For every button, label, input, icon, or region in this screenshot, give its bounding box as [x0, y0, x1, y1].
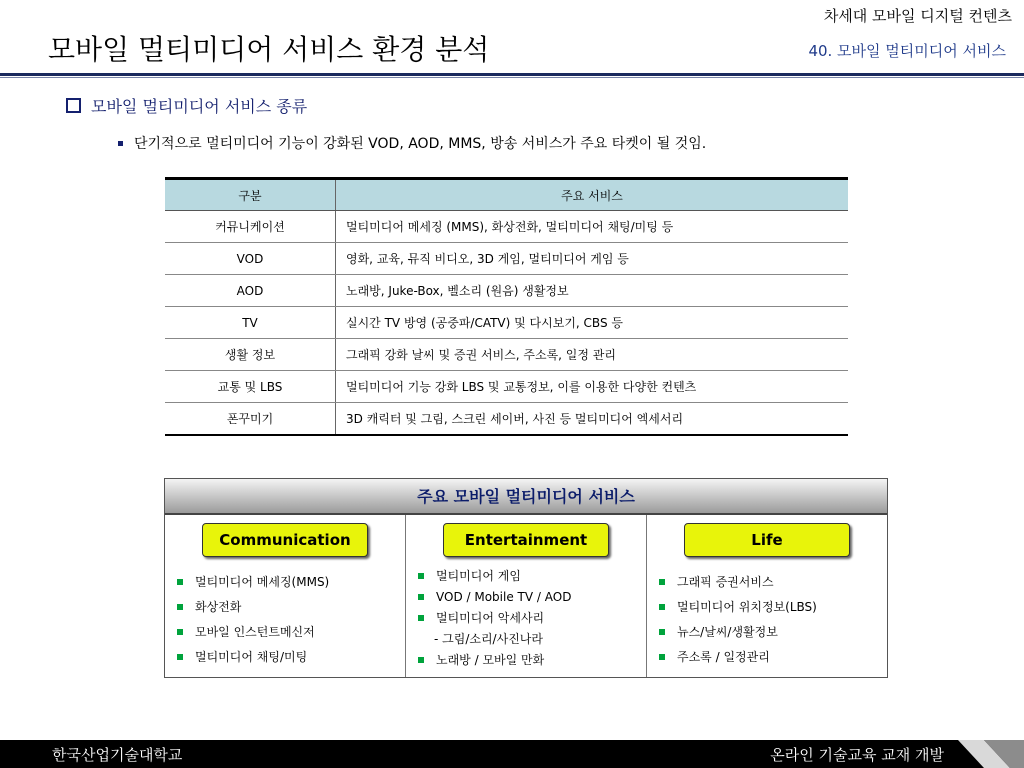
list-item — [418, 565, 571, 586]
list-item — [177, 569, 329, 594]
table-row — [165, 275, 848, 307]
list-item — [177, 594, 329, 619]
panel-title: 주요 모바일 멀티미디어 서비스 — [165, 479, 887, 515]
category-cell: VOD — [165, 243, 336, 275]
list-item-text: 멀티미디어 악세사리 — [436, 611, 545, 625]
communication-list — [177, 569, 329, 669]
green-bullet-icon — [659, 629, 665, 635]
service-categories-panel — [164, 478, 888, 678]
green-bullet-icon — [177, 654, 183, 660]
green-bullet-icon — [177, 629, 183, 635]
life-column — [647, 515, 887, 677]
category-cell: 커뮤니케이션 — [165, 211, 336, 243]
entertainment-label: Entertainment — [443, 523, 609, 557]
column-header-category: 구분 — [165, 179, 336, 211]
green-bullet-icon — [418, 657, 424, 663]
services-cell: 노래방, Juke-Box, 벨소리 (원음) 생활정보 — [336, 275, 849, 307]
table-row — [165, 211, 848, 243]
footer-bar — [0, 740, 1024, 768]
title-rule-thin — [0, 77, 1024, 78]
list-item — [418, 586, 571, 607]
table-row — [165, 371, 848, 403]
list-item-text: 멀티미디어 메세징(MMS) — [195, 575, 330, 589]
green-bullet-icon — [659, 579, 665, 585]
list-item — [177, 619, 329, 644]
list-item-text: 뉴스/날씨/생활정보 — [677, 625, 778, 639]
list-item-text: 멀티미디어 채팅/미팅 — [195, 650, 308, 664]
list-item-text: VOD / Mobile TV / AOD — [436, 589, 572, 604]
footer-stripe-decoration — [944, 740, 1024, 768]
list-item-text: 노래방 / 모바일 만화 — [436, 653, 545, 667]
list-item-text: 주소록 / 일정관리 — [677, 650, 770, 664]
list-item-text: 모바일 인스턴트메신저 — [195, 625, 315, 639]
list-item-text: 멀티미디어 위치정보(LBS) — [677, 600, 817, 614]
communication-label: Communication — [202, 523, 368, 557]
green-bullet-icon — [418, 594, 424, 600]
title-rule-thick — [0, 73, 1024, 76]
entertainment-list — [418, 565, 571, 670]
summary-bullet — [118, 133, 706, 153]
list-item — [177, 644, 329, 669]
list-item-text: 그래픽 증권서비스 — [677, 575, 774, 589]
entertainment-column — [406, 515, 647, 677]
services-cell: 실시간 TV 방영 (공중파/CATV) 및 다시보기, CBS 등 — [336, 307, 849, 339]
services-cell: 멀티미디어 기능 강화 LBS 및 교통정보, 이를 이용한 다양한 컨텐츠 — [336, 371, 849, 403]
table-row — [165, 403, 848, 436]
green-bullet-icon — [659, 654, 665, 660]
list-sub-item — [418, 628, 571, 649]
category-cell: 생활 정보 — [165, 339, 336, 371]
category-cell: 폰꾸미기 — [165, 403, 336, 436]
header-course-name: 차세대 모바일 디지털 컨텐츠 — [823, 7, 1012, 25]
services-cell: 그래픽 강화 날씨 및 증권 서비스, 주소록, 일정 관리 — [336, 339, 849, 371]
section-heading — [66, 94, 307, 117]
services-cell: 영화, 교육, 뮤직 비디오, 3D 게임, 멀티미디어 게임 등 — [336, 243, 849, 275]
services-cell: 3D 캐릭터 및 그림, 스크린 세이버, 사진 등 멀티미디어 엑세서리 — [336, 403, 849, 436]
section-heading-text: 모바일 멀티미디어 서비스 종류 — [91, 97, 308, 116]
list-item — [659, 619, 817, 644]
list-item — [659, 569, 817, 594]
life-list — [659, 569, 817, 669]
table-header-row — [165, 179, 848, 211]
list-item — [418, 607, 571, 628]
services-table — [165, 177, 848, 436]
list-item-text: 화상전화 — [195, 600, 242, 614]
list-item-text: - 그림/소리/사진나라 — [434, 632, 543, 646]
footer-university: 한국산업기술대학교 — [52, 746, 183, 764]
page-subtitle: 40. 모바일 멀티미디어 서비스 — [808, 42, 1006, 60]
category-cell: AOD — [165, 275, 336, 307]
square-bullet-icon — [118, 141, 123, 146]
green-bullet-icon — [177, 579, 183, 585]
table-row — [165, 307, 848, 339]
communication-column — [165, 515, 406, 677]
services-cell: 멀티미디어 메세징 (MMS), 화상전화, 멀티미디어 채팅/미팅 등 — [336, 211, 849, 243]
list-item — [418, 649, 571, 670]
table-row — [165, 243, 848, 275]
list-item-text: 멀티미디어 게임 — [436, 569, 521, 583]
checkbox-bullet-icon — [66, 98, 81, 113]
list-item — [659, 644, 817, 669]
footer-project: 온라인 기술교육 교재 개발 — [770, 746, 944, 764]
green-bullet-icon — [659, 604, 665, 610]
category-cell: TV — [165, 307, 336, 339]
life-label: Life — [684, 523, 850, 557]
category-cell: 교통 및 LBS — [165, 371, 336, 403]
green-bullet-icon — [418, 573, 424, 579]
green-bullet-icon — [177, 604, 183, 610]
list-item — [659, 594, 817, 619]
page-title: 모바일 멀티미디어 서비스 환경 분석 — [48, 33, 490, 66]
green-bullet-icon — [418, 615, 424, 621]
summary-text: 단기적으로 멀티미디어 기능이 강화된 VOD, AOD, MMS, 방송 서비스가 주요 타켓이 될 것임. — [134, 136, 707, 152]
column-header-services: 주요 서비스 — [336, 179, 849, 211]
table-row — [165, 339, 848, 371]
